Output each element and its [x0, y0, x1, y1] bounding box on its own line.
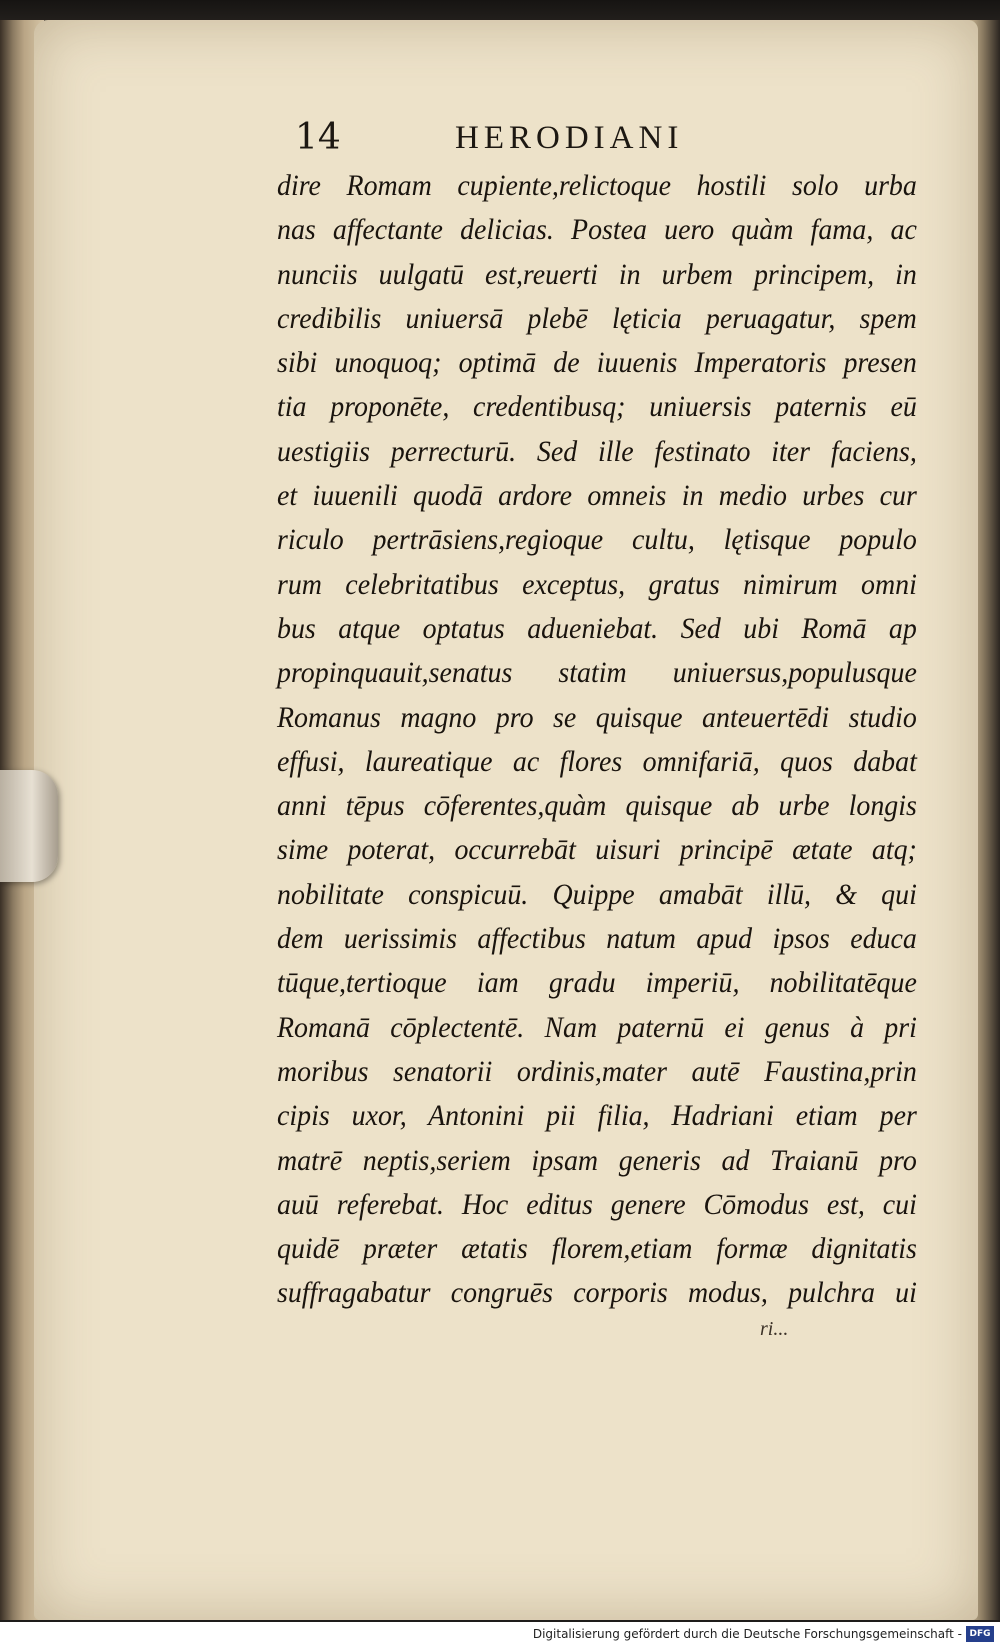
- text-line: et iuuenili quodā ardore omneis in medio urbes cur: [277, 479, 917, 513]
- text-line: dire Romam cupiente,relictoque hostili solo urba: [277, 169, 917, 202]
- text-line: nunciis uulgatū est,reuerti in urbem principem, in: [277, 257, 917, 291]
- text-line: suffragabatur congruēs corporis modus, pulchra ui: [277, 1276, 917, 1310]
- running-title: HERODIANI: [455, 120, 684, 156]
- page-number: 14: [295, 117, 341, 158]
- body-text: [277, 164, 917, 1316]
- footer-bar: [0, 1622, 1000, 1648]
- catchword: ri...: [760, 1318, 789, 1340]
- text-line: nas affectante delicias. Postea uero quàm fama, ac: [277, 213, 917, 247]
- text-line: matrē neptis,seriem ipsam generis ad Traianū pro: [277, 1143, 917, 1177]
- text-line: anni tēpus cōferentes,quàm quisque ab urbe longis: [277, 789, 917, 823]
- dfg-logo-icon: DFG: [966, 1626, 994, 1642]
- text-line: credibilis uniuersā plebē lęticia peruagatur, spem: [277, 301, 917, 335]
- text-line: sibi unoquoq; optimā de iuuenis Imperatoris presen: [277, 346, 917, 380]
- text-line: Romanus magno pro se quisque anteuertēdi studio: [277, 700, 917, 734]
- text-line: quidē præter ætatis florem,etiam formæ dignitatis: [277, 1232, 917, 1266]
- text-line: auū referebat. Hoc editus genere Cōmodus est, cui: [277, 1187, 917, 1221]
- text-line: rum celebritatibus exceptus, gratus nimirum omni: [277, 567, 917, 601]
- text-line: tūque,tertioque iam gradu imperiū, nobilitatēque: [277, 966, 917, 1000]
- text-line: sime poterat, occurrebāt uisuri principē ætate atq;: [277, 833, 917, 867]
- text-line: tia proponēte, credentibusq; uniuersis paternis eū: [277, 390, 917, 424]
- text-line: bus atque optatus adueniebat. Sed ubi Romā ap: [277, 611, 917, 645]
- text-line: cipis uxor, Antonini pii filia, Hadriani etiam per: [277, 1099, 917, 1133]
- page-clip: [0, 770, 58, 882]
- running-head: [295, 114, 815, 162]
- text-line: effusi, laureatique ac flores omnifariā, quos dabat: [277, 744, 917, 778]
- text-line: riculo pertrāsiens,regioque cultu, lętisque populo: [277, 523, 917, 557]
- funding-credit: Digitalisierung gefördert durch die Deutsche Forschungsgemeinschaft -: [532, 1627, 962, 1641]
- text-line: propinquauit,senatus statim uniuersus,populusque: [277, 656, 917, 690]
- text-line: moribus senatorii ordinis,mater autē Faustina,prin: [277, 1054, 917, 1088]
- text-line: Romanā cōplectentē. Nam paternū ei genus à pri: [277, 1010, 917, 1044]
- text-line: uestigiis perrecturū. Sed ille festinato iter faciens,: [277, 434, 917, 468]
- text-line: nobilitate conspicuū. Quippe amabāt illū, & qui: [277, 877, 917, 911]
- text-line: dem uerissimis affectibus natum apud ipsos educa: [277, 922, 917, 956]
